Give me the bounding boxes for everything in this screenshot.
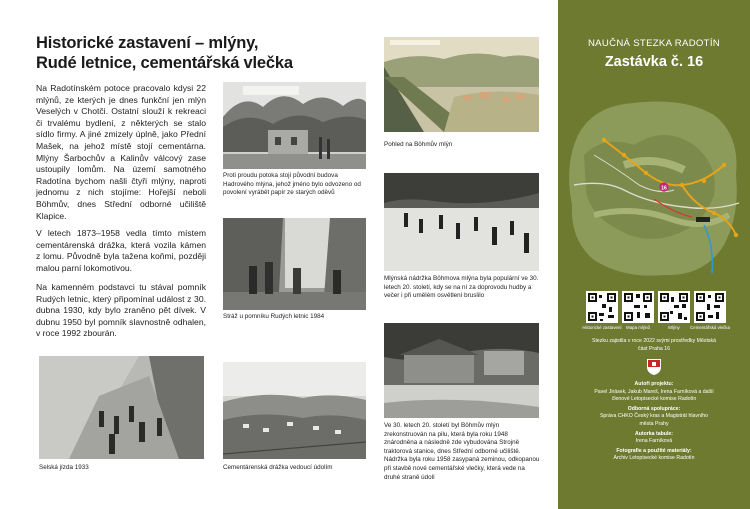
paragraph-mills: Na Radotínském potoce pracovalo kdysi 22 mlýnů, ze kterých je dnes funkční jen mlýn Veselých v Chotči. Ostatní slouží k rekreaci či trvalému bydlení, z některých se stalo sídlo firmy. A jiné zmizely úplně, jako Přední Mašek, na jehož místě stojí cementárna. Mlýny Šarbochův a Kalinův válcový zase ustoupily lomům. Na území samotného Radotína bychom našli čtyři mlýny, naproti jednomu z nich stojíme: Hořejší neboli Böhmův, dnes Střední odborné učiliště Klapice. — [36, 83, 206, 221]
caption-factory: Ve 30. letech 20. století byl Böhmův mlýn zrekonstruován na pilu, která byla roku 1948 znárodněna a následně zde vybudována Strojně traktorová stanice, dnes Střední odborné učiliště. Nádržka byla roku 1958 zasypaná zeminou, odkopanou při stavbě nové cementářské vlečky, která vede na druhé straně údolí — [384, 422, 540, 481]
photo-view — [384, 37, 539, 132]
photo-guard — [223, 218, 366, 310]
photo-skating — [384, 173, 539, 271]
caption-drazka: Cementárenská drážka vedoucí údolím — [223, 464, 333, 471]
funding-note: Stezku zajistila v roce 2022 svými prostředky Městská část Praha 16 — [592, 338, 716, 352]
trail-name: NAUČNÁ STEZKA RADOTÍN — [587, 38, 721, 49]
caption-guard: Stráž u pomníku Rudých letnic 1984 — [223, 313, 325, 320]
photo-factory — [384, 323, 539, 418]
map-label-box — [696, 217, 710, 222]
paragraph-monument: Na kamenném podstavci tu stával pomník Rudých letnic, který připomínal událost z 30. dubna 1930, kdy bylo zraněno pět dívek. V dubnu 1950 byl pomník slavnostně odhalen, v roce 1992 zbourán. — [36, 282, 206, 339]
qr-label-mapa: Mapa mlýnů — [626, 325, 650, 330]
qr-mapa-mlynu[interactable] — [622, 291, 654, 323]
photo-drazka — [223, 362, 366, 459]
qr-cementarska-vlecka[interactable] — [694, 291, 726, 323]
paragraph-drazka: V letech 1873–1958 vedla tímto místem cementárenská drážka, která vozila kámen z lomu. Původně byla tažena koňmi, později malou parní lokomotivou. — [36, 228, 206, 273]
title-line-2: Rudé letnice, cementářská vlečka — [36, 54, 293, 72]
qr-label-mlyny: Mlýny — [668, 325, 680, 330]
sidebar — [558, 0, 750, 509]
coat-of-arms-icon — [646, 358, 662, 376]
trail-map — [564, 95, 744, 285]
qr-label-historicke: Historické zastavení — [582, 325, 622, 330]
partners-heading: Odborná spolupráce: — [627, 405, 681, 412]
photos-heading: Fotografie a použité materiály: — [616, 447, 692, 454]
partners-text: Správa CHKO Český kras a Magistrát hlavního města Prahy — [599, 413, 709, 427]
text-author-heading: Autorka tabule: — [634, 430, 674, 437]
current-stop-label: 16 — [661, 185, 667, 192]
authors-text: Pavel Jirásek, Jakub Mareš, Irena Farníková a další členové Letopisecké komise Radotín — [594, 388, 714, 403]
photos-text: Archiv Letopisecké komise Radotín — [613, 455, 695, 462]
credits — [558, 381, 750, 463]
text-author: Irena Farníková — [635, 438, 673, 445]
caption-mill-building: Proti proudu potoka stojí původní budova Hadrového mlýna, jehož jméno bylo odvozeno od povolení vyrábět papír ze starých oděvů — [223, 172, 361, 197]
caption-view: Pohled na Böhmův mlýn — [384, 141, 453, 148]
qr-mlyny[interactable] — [658, 291, 690, 323]
title-line-1: Historické zastavení – mlýny, — [36, 34, 259, 52]
photo-mill-building — [223, 82, 366, 169]
caption-skating: Mlýnská nádržka Böhmova mlýna byla populární ve 30. letech 20. století, kdy se na ní za doprovodu hudby a večer i při umělém osvětlení bruslilo — [384, 275, 539, 300]
qr-label-vlecka: Cementářská vlečka — [690, 325, 730, 330]
photo-ride — [39, 356, 204, 459]
authors-heading: Autoři projektu: — [634, 381, 674, 387]
qr-historicke[interactable] — [586, 291, 618, 323]
caption-ride: Selská jízda 1933 — [39, 464, 89, 471]
page-title — [36, 33, 336, 73]
stop-number: Zastávka č. 16 — [604, 54, 704, 70]
